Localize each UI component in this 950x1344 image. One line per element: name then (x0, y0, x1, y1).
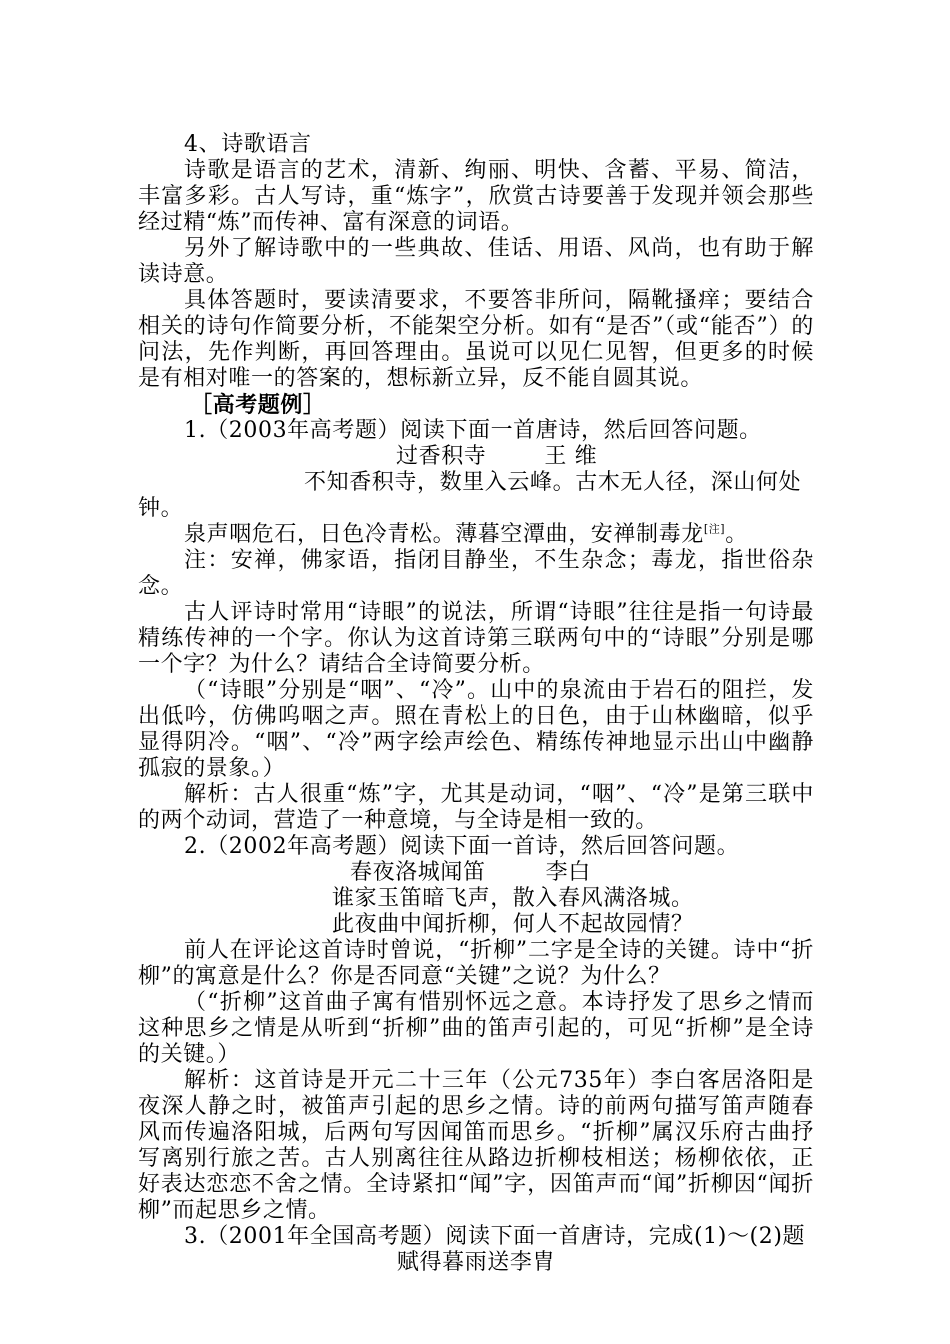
q3-intro: 3.（2001年全国高考题）阅读下面一首唐诗，完成(1)～(2)题 (184, 1224, 806, 1249)
q2-analysis: 解析：这首诗是开元二十三年（公元735年）李白客居洛阳是夜深人静之时，被笛声引起的思乡之情。诗的前两句描写笛声随春风而传遍洛阳城，后两句写因闻笛而思乡。“折柳”属汉乐府古曲抒写离别行旅之苦。古人别离往往从路边折柳枝相送；杨柳依依，正好表达恋恋不舍之情。全诗紧扣“闻”字，因笛声而“闻”折柳因“闻折柳”而起思乡之情。 (138, 1068, 814, 1223)
q1-poem-title: 过香积寺 (396, 444, 487, 469)
q2-question: 前人在评论这首诗时曾说，“折柳”二字是全诗的关键。诗中“折柳”的寓意是什么？你是否同意“关键”之说？为什么？ (138, 938, 814, 989)
q1-poem-line-1-cont: 钟。 (138, 496, 184, 521)
section-heading: 4、诗歌语言 (184, 132, 312, 157)
q2-poem-title: 春夜洛城闻笛 (350, 860, 486, 885)
q1-note-mark: [注] (703, 522, 726, 536)
document-page (138, 132, 814, 1276)
q2-poem-line-1: 谁家玉笛暗飞声，散入春风满洛城。 (332, 886, 694, 911)
paragraph-3: 具体答题时，要读清要求，不要答非所问，隔靴搔痒；要结合相关的诗句作简要分析，不能架空分析。如有“是否”（或“能否”）的问法，先作判断，再回答理由。虽说可以见仁见智，但更多的时候是有相对唯一的答案的，想标新立异，反不能自圆其说。 (138, 288, 814, 391)
q1-poem-line-2-text: 泉声咽危石，日色冷青松。薄暮空潭曲，安禅制毒龙 (184, 522, 704, 547)
q1-poem-author: 王 维 (544, 444, 598, 469)
exam-examples-title: ［高考题例］ (190, 392, 326, 418)
paragraph-2: 另外了解诗歌中的一些典故、佳话、用语、风尚，也有助于解读诗意。 (138, 236, 814, 287)
q1-note: 注：安禅，佛家语，指闭目静坐，不生杂念；毒龙，指世俗杂念。 (138, 548, 814, 599)
q1-poem-line-2-end: 。 (725, 522, 748, 547)
q3-poem-title: 赋得暮雨送李胄 (396, 1250, 556, 1275)
q1-answer: （“诗眼”分别是“咽”、“冷”。山中的泉流由于岩石的阻拦，发出低吟，仿佛呜咽之声。照在青松上的日色，由于山林幽暗，似乎显得阴冷。“咽”、“冷”两字绘声绘色、精练传神地显示出山中幽静孤寂的景象。） (138, 678, 814, 781)
q1-poem-heading (138, 444, 814, 470)
q2-poem-author: 李白 (545, 860, 591, 885)
q2-answer: （“折柳”这首曲子寓有惜别怀远之意。本诗抒发了思乡之情而这种思乡之情是从听到“折柳”曲的笛声引起的，可见“折柳”是全诗的关键。） (138, 990, 814, 1067)
q2-poem-line-2: 此夜曲中闻折柳，何人不起故园情？ (332, 912, 694, 937)
q1-intro: 1.（2003年高考题）阅读下面一首唐诗，然后回答问题。 (184, 418, 762, 443)
q1-poem-line-2 (138, 522, 814, 548)
q1-question: 古人评诗时常用“诗眼”的说法，所谓“诗眼”往往是指一句诗最精练传神的一个字。你认为这首诗第三联两句中的“诗眼”分别是哪一个字？为什么？请结合全诗简要分析。 (138, 600, 814, 677)
q1-analysis: 解析：古人很重“炼”字，尤其是动词，“咽”、“冷”是第三联中的两个动词，营造了一种意境，与全诗是相一致的。 (138, 782, 814, 833)
q1-poem-line-1: 不知香积寺，数里入云峰。古木无人径，深山何处 (304, 470, 802, 495)
q2-intro: 2.（2002年高考题）阅读下面一首诗，然后回答问题。 (184, 834, 740, 859)
paragraph-1: 诗歌是语言的艺术，清新、绚丽、明快、含蓄、平易、简洁，丰富多彩。古人写诗，重“炼字”，欣赏古诗要善于发现并领会那些经过精“炼”而传神、富有深意的词语。 (138, 158, 814, 235)
q2-poem-heading (138, 860, 814, 886)
